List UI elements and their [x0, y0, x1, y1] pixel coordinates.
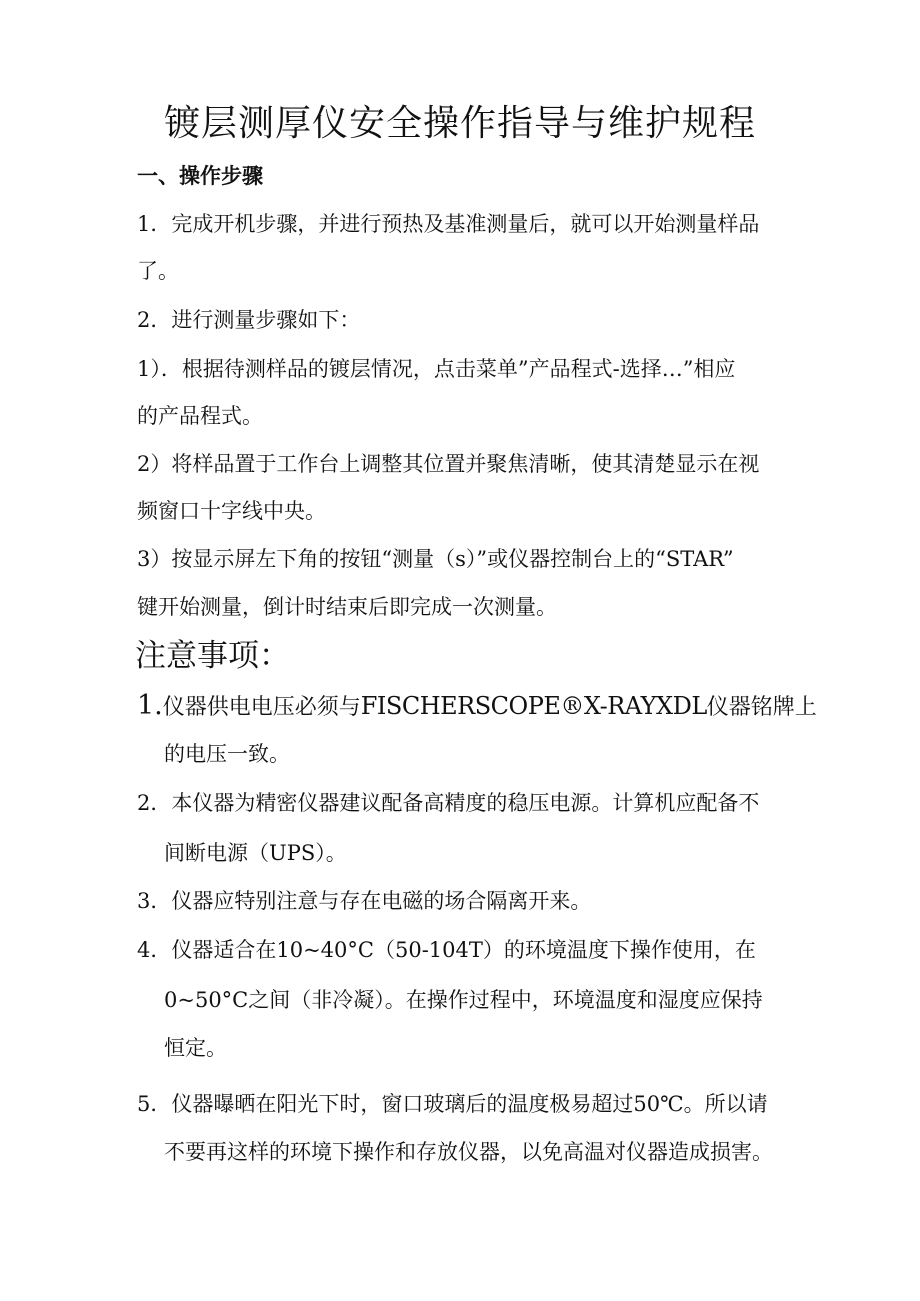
substep-2-line-1: 2）将样品置于工作台上调整其位置并聚焦清晰，使其清楚显示在视	[137, 452, 760, 476]
note-4-line-1: 4．仪器适合在10~40°C（50-104T）的环境温度下操作使用，在	[137, 938, 756, 962]
note-4-line-3: 恒定。	[164, 1036, 227, 1060]
section-heading-operation-steps: 一、操作步骤	[137, 164, 263, 188]
note-2-line-1: 2．本仪器为精密仪器建议配备高精度的稳压电源。计算机应配备不	[137, 791, 760, 815]
substep-2-line-2: 频窗口十字线中央。	[137, 499, 326, 523]
substep-1-line-2: 的产品程式。	[137, 404, 263, 428]
substep-3-line-1: 3）按显示屏左下角的按钮“测量（s）”或仪器控制台上的“STAR”	[137, 547, 734, 571]
note-5-line-1: 5．仪器曝晒在阳光下时，窗口玻璃后的温度极易超过50℃。所以请	[137, 1092, 768, 1116]
note-2-line-2: 间断电源（UPS）。	[164, 841, 347, 865]
note-1-brand: FISCHERSCOPE®X-RAYXDL	[360, 692, 707, 720]
document-title: 镀层测厚仪安全操作指导与维护规程	[163, 103, 756, 144]
note-3: 3．仪器应特别注意与存在电磁的场合隔离开来。	[137, 889, 592, 913]
notes-heading: 注意事项：	[135, 638, 290, 674]
note-5-line-2: 不要再这样的环境下操作和存放仪器，以免高温对仪器造成损害。	[164, 1140, 773, 1164]
note-1-text-b: 仪器铭牌上	[706, 695, 817, 720]
step-2: 2．进行测量步骤如下：	[137, 308, 361, 332]
step-1-line-1: 1．完成开机步骤，并进行预热及基准测量后，就可以开始测量样品	[137, 212, 760, 236]
substep-3-line-2: 键开始测量，倒计时结束后即完成一次测量。	[137, 595, 557, 619]
note-4-line-2: 0~50°C之间（非冷凝）。在操作过程中，环境温度和湿度应保持	[164, 988, 763, 1012]
note-1-number: 1.	[137, 690, 163, 721]
note-1-line-2: 的电压一致。	[164, 742, 290, 766]
note-1-text-a: 仪器供电电压必须与	[162, 695, 361, 720]
substep-1-line-1: 1）．根据待测样品的镀层情况，点击菜单”产品程式-选择…”相应	[137, 357, 736, 381]
step-1-line-2: 了。	[137, 259, 179, 283]
note-1-line-1	[137, 691, 817, 723]
